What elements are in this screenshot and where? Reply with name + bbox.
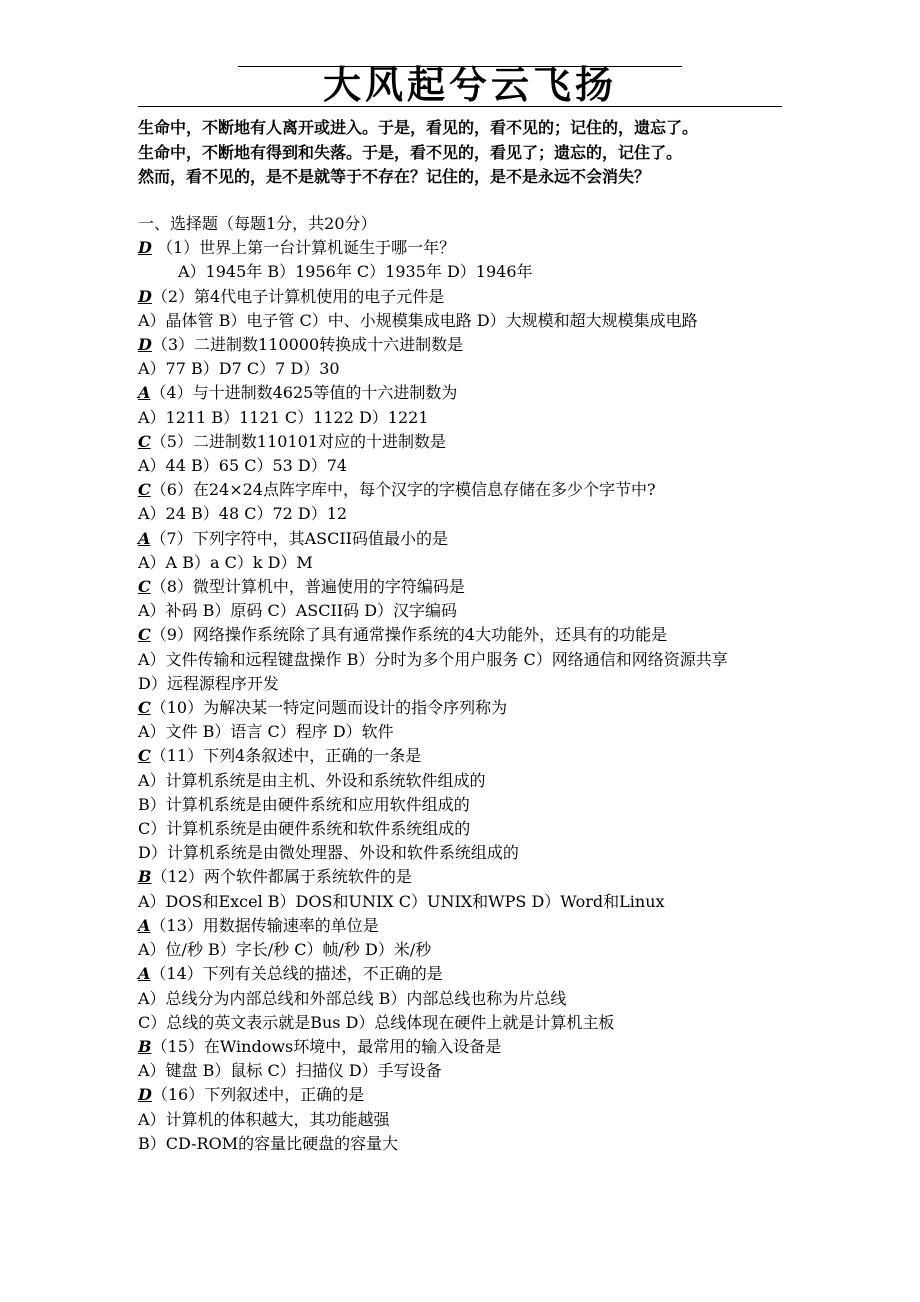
option-line: A）补码 B）原码 C）ASCII码 D）汉字编码	[138, 601, 458, 621]
answer-mark: C	[138, 431, 151, 451]
question-text: （5）二进制数110101对应的十进制数是	[150, 431, 446, 451]
question-item	[138, 744, 798, 768]
option-line: A）总线分为内部总线和外部总线 B）内部总线也称为片总线	[138, 988, 567, 1008]
option-line: A）DOS和Excel B）DOS和UNIX C）UNIX和WPS D）Word和Linux	[138, 891, 665, 911]
answer-mark: A	[138, 528, 151, 548]
option-line: A）1211 B）1121 C）1122 D）1221	[138, 407, 429, 427]
question-item	[138, 527, 798, 551]
option-line: A）位/秒 B）字长/秒 C）帧/秒 D）米/秒	[138, 940, 432, 960]
question-text: （1）世界上第一台计算机诞生于哪一年？	[151, 238, 456, 258]
question-text: （6）在24×24点阵字库中，每个汉字的字模信息存储在多少个字节中?	[150, 480, 656, 500]
answer-mark: B	[138, 1036, 152, 1056]
question-item	[138, 1035, 798, 1059]
document-body	[138, 212, 798, 1156]
header-bottom-rule	[138, 106, 782, 107]
answer-mark: D	[138, 238, 152, 258]
option-line: A）晶体管 B）电子管 C）中、小规模集成电路 D）大规模和超大规模集成电路	[138, 310, 698, 330]
answer-mark: D	[138, 286, 152, 306]
question-text: （9）网络操作系统除了具有通常操作系统的4大功能外，还具有的功能是	[150, 625, 668, 645]
question-item	[138, 575, 798, 599]
option-line: A）A B）a C）k D）M	[138, 552, 313, 572]
option-line: A）计算机系统是由主机、外设和系统软件组成的	[138, 770, 486, 790]
option-line: A）77 B）D7 C）7 D）30	[138, 359, 340, 379]
question-item	[138, 962, 798, 986]
option-line: A）1945年 B）1956年 C）1935年 D）1946年	[178, 262, 533, 282]
question-item	[138, 333, 798, 357]
question-text: （13）用数据传输速率的单位是	[150, 915, 379, 935]
answer-mark: C	[138, 625, 151, 645]
option-line: A）文件传输和远程键盘操作 B）分时为多个用户服务 C）网络通信和网络资源共享	[138, 649, 728, 669]
answer-mark: C	[138, 480, 151, 500]
question-item	[138, 623, 798, 647]
option-line: A）计算机的体积越大，其功能越强	[138, 1109, 390, 1129]
question-text: （15）在Windows环境中，最常用的输入设备是	[151, 1036, 502, 1056]
motto-line: 生命中，不断地有得到和失落。于是，看不见的，看见了；遗忘的，记住了。	[138, 142, 683, 162]
option-line: C）计算机系统是由硬件系统和软件系统组成的	[138, 819, 471, 839]
option-line: A）键盘 B）鼠标 C）扫描仪 D）手写设备	[138, 1061, 442, 1081]
question-text: （10）为解决某一特定问题而设计的指令序列称为	[150, 698, 508, 718]
motto-line: 生命中，不断地有人离开或进入。于是，看见的，看不见的；记住的，遗忘了。	[138, 118, 699, 137]
answer-mark: A	[138, 964, 151, 984]
question-text: （8）微型计算机中，普遍使用的字符编码是	[150, 577, 465, 597]
answer-mark: A	[138, 383, 151, 403]
answer-mark: B	[138, 867, 152, 887]
question-text: （3）二进制数110000转换成十六进制数是	[151, 335, 464, 355]
question-item	[138, 1083, 798, 1107]
question-text: （4）与十进制数4625等值的十六进制数为	[150, 383, 458, 403]
option-line: D）远程源程序开发	[138, 673, 279, 693]
answer-mark: C	[138, 746, 151, 766]
option-line: A）44 B）65 C）53 D）74	[138, 456, 348, 476]
question-text: （14）下列有关总线的描述，不正确的是	[150, 964, 443, 984]
question-item	[138, 236, 798, 260]
option-line: C）总线的英文表示就是Bus D）总线体现在硬件上就是计算机主板	[138, 1012, 615, 1032]
answer-mark: D	[138, 1085, 152, 1105]
option-line: D）计算机系统是由微处理器、外设和软件系统组成的	[138, 843, 519, 863]
question-text: （16）下列叙述中，正确的是	[151, 1085, 365, 1105]
option-line: A）24 B）48 C）72 D）12	[138, 504, 348, 524]
option-line: B）计算机系统是由硬件系统和应用软件组成的	[138, 794, 470, 814]
question-item	[138, 696, 798, 720]
option-line: A）文件 B）语言 C）程序 D）软件	[138, 722, 394, 742]
question-item	[138, 430, 798, 454]
answer-mark: C	[138, 698, 151, 718]
question-list	[138, 236, 798, 1156]
question-item	[138, 285, 798, 309]
answer-mark: A	[138, 915, 151, 935]
question-item	[138, 865, 798, 889]
question-text: （12）两个软件都属于系统软件的是	[151, 867, 412, 887]
banner-title: 大风起兮云飞扬	[322, 63, 617, 107]
answer-mark: D	[138, 335, 152, 355]
question-item	[138, 914, 798, 938]
question-item	[138, 381, 798, 405]
section-title: 一、选择题（每题1分，共20分）	[138, 214, 377, 233]
question-text: （11）下列4条叙述中，正确的一条是	[150, 746, 422, 766]
question-item	[138, 478, 798, 502]
question-text: （7）下列字符中，其ASCII码值最小的是	[150, 528, 449, 548]
answer-mark: C	[138, 577, 151, 597]
motto-block	[138, 116, 798, 190]
option-line: B）CD-ROM的容量比硬盘的容量大	[138, 1133, 399, 1153]
motto-line: 然而，看不见的，是不是就等于不存在？记住的，是不是永远不会消失？	[138, 167, 651, 186]
question-text: （2）第4代电子计算机使用的电子元件是	[151, 286, 445, 306]
